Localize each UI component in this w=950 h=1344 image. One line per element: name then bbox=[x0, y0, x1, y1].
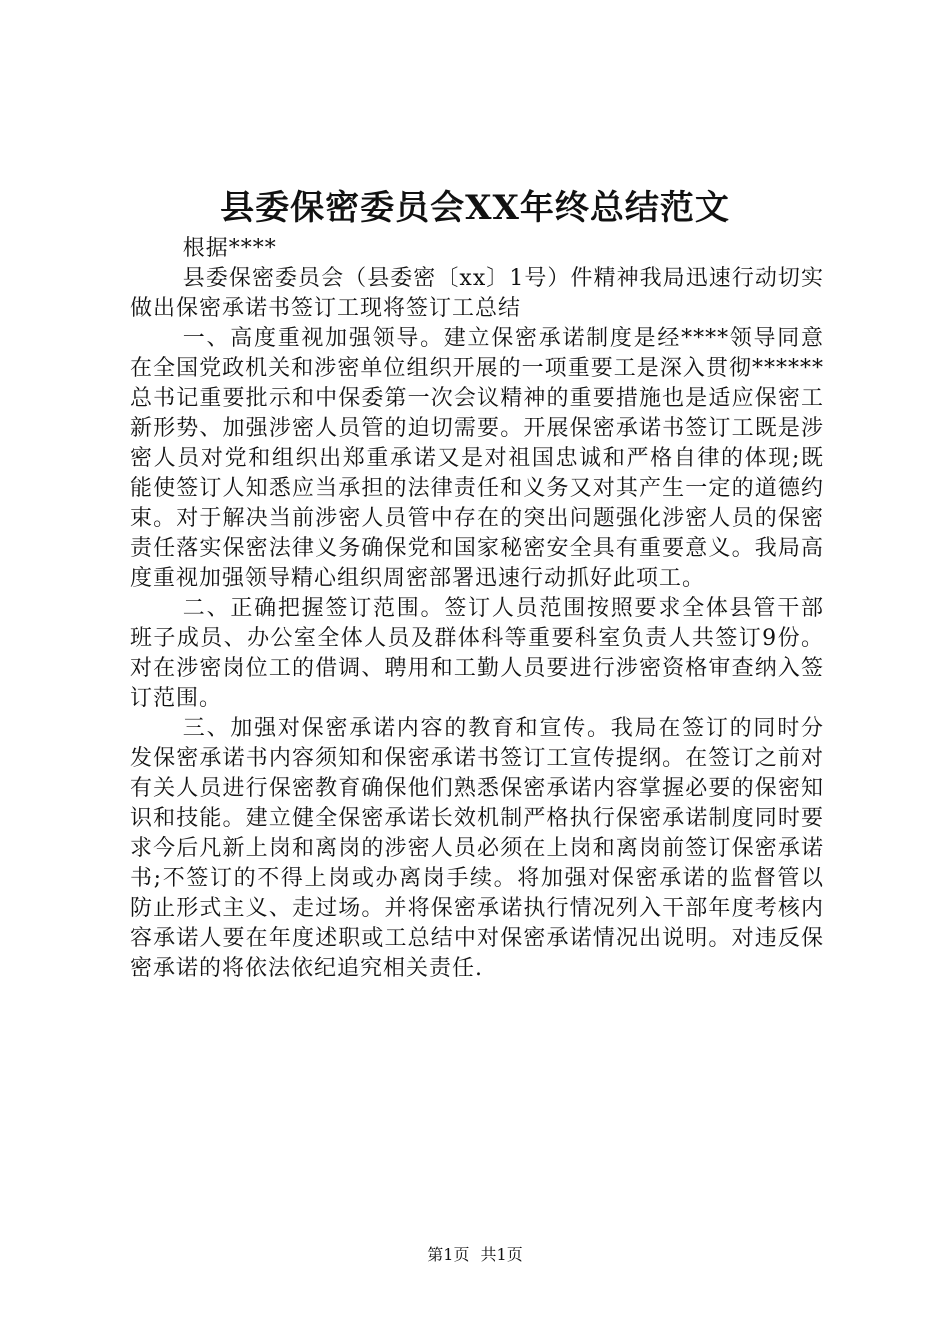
document-body bbox=[130, 234, 824, 984]
paragraph-section-1: 一、高度重视加强领导。建立保密承诺制度是经****领导同意在全国党政机关和涉密单位组织开展的一项重要工是深入贯彻******总书记重要批示和中保委第一次会议精神的重要措施也是适应保密工新形势、加强涉密人员管的迫切需要。开展保密承诺书签订工既是涉密人员对党和组织出郑重承诺又是对祖国忠诚和严格自律的体现;既能使签订人知悉应当承担的法律责任和义务又对其产生一定的道德约束。对于解决当前涉密人员管中存在的突出问题强化涉密人员的保密责任落实保密法律义务确保党和国家秘密安全具有重要意义。我局高度重视加强领导精心组织周密部署迅速行动抓好此项工。 bbox=[130, 326, 824, 591]
page-total: 共1页 bbox=[480, 1245, 523, 1264]
page-footer bbox=[0, 1244, 950, 1266]
page-number: 第1页 bbox=[427, 1245, 470, 1264]
paragraph-section-3: 三、加强对保密承诺内容的教育和宣传。我局在签订的同时分发保密承诺书内容须知和保密承诺书签订工宣传提纲。在签订之前对有关人员进行保密教育确保他们熟悉保密承诺内容掌握必要的保密知识和技能。建立健全保密承诺长效机制严格执行保密承诺制度同时要求今后凡新上岗和离岗的涉密人员必须在上岗和离岗前签订保密承诺书;不签订的不得上岗或办离岗手续。将加强对保密承诺的监督管以防止形式主义、走过场。并将保密承诺执行情况列入干部年度考核内容承诺人要在年度述职或工总结中对保密承诺情况出说明。对违反保密承诺的将依法依纪追究相关责任. bbox=[130, 716, 824, 981]
paragraph-intro: 根据**** bbox=[182, 236, 277, 261]
paragraph-basis: 县委保密委员会（县委密〔xx〕1号）件精神我局迅速行动切实做出保密承诺书签订工现将签订工总结 bbox=[130, 266, 824, 321]
paragraph-section-2: 二、正确把握签订范围。签订人员范围按照要求全体县管干部班子成员、办公室全体人员及群体科等重要科室负责人共签订9份。对在涉密岗位工的借调、聘用和工勤人员要进行涉密资格审查纳入签订范围。 bbox=[130, 596, 824, 711]
document-title: 县委保密委员会XX年终总结范文 bbox=[220, 188, 730, 228]
